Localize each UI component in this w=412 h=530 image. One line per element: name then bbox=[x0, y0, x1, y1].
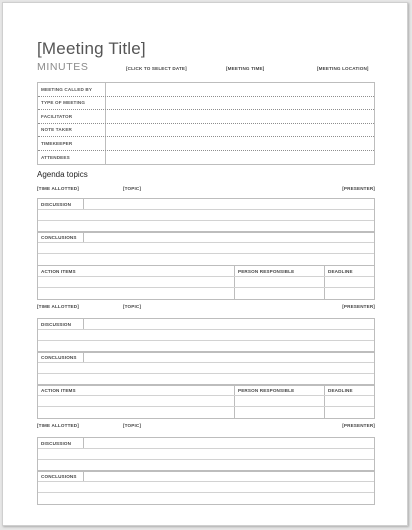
conclusions-row[interactable] bbox=[38, 471, 374, 482]
action-items-table bbox=[37, 384, 375, 419]
person-cell[interactable] bbox=[235, 407, 325, 418]
minutes-subtitle: MINUTES bbox=[37, 61, 89, 73]
conclusions-row[interactable] bbox=[38, 232, 374, 243]
info-value-attendees[interactable] bbox=[106, 151, 374, 165]
person-cell[interactable] bbox=[235, 288, 325, 299]
discussion-block bbox=[37, 437, 375, 472]
conclusions-label: CONCLUSIONS bbox=[38, 232, 84, 242]
action-items-header-row bbox=[38, 385, 374, 396]
meeting-title[interactable]: [Meeting Title] bbox=[37, 39, 146, 58]
deadline-cell[interactable] bbox=[325, 407, 374, 418]
meeting-info-table bbox=[37, 82, 375, 165]
action-items-table bbox=[37, 265, 375, 300]
action-item-cell[interactable] bbox=[38, 407, 235, 418]
presenter-field[interactable]: [PRESENTER] bbox=[342, 304, 375, 309]
info-value-facilitator[interactable] bbox=[106, 110, 374, 123]
conclusions-line[interactable] bbox=[38, 363, 374, 374]
info-label: TIMEKEEPER bbox=[38, 137, 106, 150]
conclusions-line[interactable] bbox=[38, 243, 374, 254]
agenda-item-header bbox=[37, 421, 375, 431]
action-item-row[interactable] bbox=[38, 396, 374, 407]
info-row-type bbox=[38, 97, 374, 111]
location-field[interactable]: [MEETING LOCATION] bbox=[317, 66, 369, 71]
info-value-note-taker[interactable] bbox=[106, 124, 374, 137]
discussion-label: DISCUSSION bbox=[38, 319, 84, 329]
info-row-note-taker bbox=[38, 124, 374, 138]
deadline-cell[interactable] bbox=[325, 288, 374, 299]
time-allotted-field[interactable]: [TIME ALLOTTED] bbox=[37, 186, 79, 191]
info-label: FACILITATOR bbox=[38, 110, 106, 123]
agenda-heading: Agenda topics bbox=[37, 170, 88, 179]
deadline-cell[interactable] bbox=[325, 277, 374, 287]
conclusions-row[interactable] bbox=[38, 352, 374, 363]
conclusions-line[interactable] bbox=[38, 482, 374, 493]
presenter-field[interactable]: [PRESENTER] bbox=[342, 423, 375, 428]
action-item-cell[interactable] bbox=[38, 277, 235, 287]
discussion-label: DISCUSSION bbox=[38, 199, 84, 209]
deadline-label: DEADLINE bbox=[328, 268, 353, 274]
topic-field[interactable]: [TOPIC] bbox=[123, 423, 142, 428]
conclusions-line[interactable] bbox=[38, 254, 374, 265]
discussion-label: DISCUSSION bbox=[38, 438, 84, 448]
info-label: TYPE OF MEETING bbox=[38, 97, 106, 110]
person-responsible-label: PERSON RESPONSIBLE bbox=[235, 385, 325, 395]
info-row-called-by bbox=[38, 83, 374, 97]
topic-field[interactable]: [TOPIC] bbox=[123, 186, 142, 191]
info-label: NOTE TAKER bbox=[38, 124, 106, 137]
action-items-label: ACTION ITEMS bbox=[38, 266, 235, 276]
time-allotted-field[interactable]: [TIME ALLOTTED] bbox=[37, 304, 79, 309]
discussion-row[interactable] bbox=[38, 319, 374, 330]
conclusions-label: CONCLUSIONS bbox=[38, 352, 84, 362]
discussion-line[interactable] bbox=[38, 330, 374, 341]
info-row-timekeeper bbox=[38, 137, 374, 151]
info-label: MEETING CALLED BY bbox=[38, 83, 106, 96]
discussion-line[interactable] bbox=[38, 210, 374, 221]
agenda-item-header bbox=[37, 302, 375, 312]
deadline-label: DEADLINE bbox=[328, 387, 353, 393]
discussion-block bbox=[37, 198, 375, 233]
person-responsible-label: PERSON RESPONSIBLE bbox=[235, 266, 325, 276]
action-item-row[interactable] bbox=[38, 277, 374, 288]
topic-field[interactable]: [TOPIC] bbox=[123, 304, 142, 309]
conclusions-block bbox=[37, 351, 375, 386]
date-field[interactable]: [CLICK TO SELECT DATE] bbox=[126, 66, 187, 71]
action-item-cell[interactable] bbox=[38, 288, 235, 299]
presenter-field[interactable]: [PRESENTER] bbox=[342, 186, 375, 191]
info-value-type[interactable] bbox=[106, 97, 374, 110]
info-row-attendees bbox=[38, 151, 374, 165]
conclusions-block bbox=[37, 231, 375, 266]
time-allotted-field[interactable]: [TIME ALLOTTED] bbox=[37, 423, 79, 428]
discussion-block bbox=[37, 318, 375, 353]
conclusions-block bbox=[37, 470, 375, 505]
info-value-called-by[interactable] bbox=[106, 83, 374, 96]
document-page bbox=[2, 2, 408, 526]
discussion-row[interactable] bbox=[38, 438, 374, 449]
info-value-timekeeper[interactable] bbox=[106, 137, 374, 150]
time-field[interactable]: [MEETING TIME] bbox=[226, 66, 265, 71]
conclusions-label: CONCLUSIONS bbox=[38, 471, 84, 481]
discussion-line[interactable] bbox=[38, 449, 374, 460]
conclusions-line[interactable] bbox=[38, 493, 374, 504]
action-items-header-row bbox=[38, 266, 374, 277]
action-items-label: ACTION ITEMS bbox=[38, 385, 235, 395]
person-cell[interactable] bbox=[235, 277, 325, 287]
discussion-row[interactable] bbox=[38, 199, 374, 210]
action-item-cell[interactable] bbox=[38, 396, 235, 406]
person-cell[interactable] bbox=[235, 396, 325, 406]
agenda-item-header bbox=[37, 184, 375, 194]
info-label: ATTENDEES bbox=[38, 151, 106, 165]
action-item-row[interactable] bbox=[38, 407, 374, 418]
deadline-cell[interactable] bbox=[325, 396, 374, 406]
info-row-facilitator bbox=[38, 110, 374, 124]
action-item-row[interactable] bbox=[38, 288, 374, 299]
